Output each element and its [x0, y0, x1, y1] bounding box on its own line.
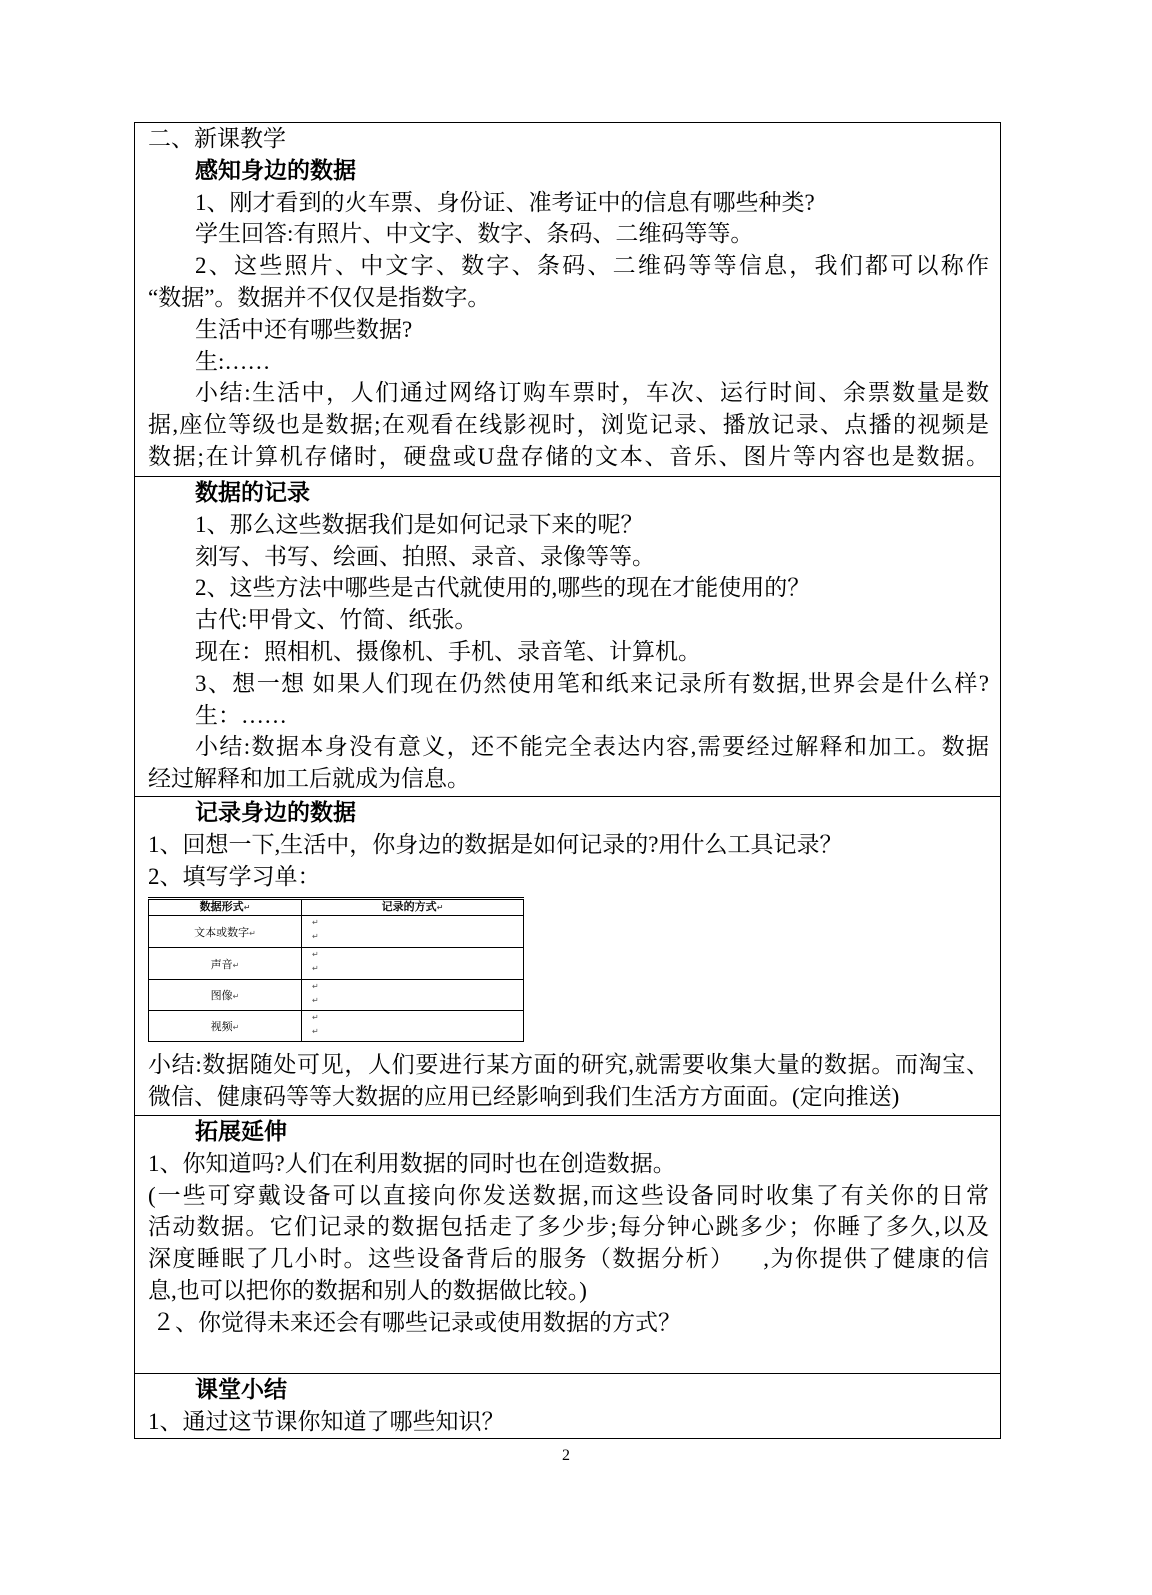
worksheet-method-cell[interactable]: [302, 916, 524, 948]
worksheet-method-cell[interactable]: [302, 980, 524, 1011]
heading-extension: 拓展延伸: [195, 1118, 287, 1144]
paragraph-mark-icon: ↵: [436, 903, 444, 913]
paragraph-mark-icon: ↵: [232, 1023, 240, 1033]
worksheet-form-cell: 声音↵: [149, 948, 302, 980]
summary-line: 微信、健康码等等大数据的应用已经影响到我们生活方方面面。(定向推送): [148, 1084, 900, 1110]
question-line: 1、回想一下,生活中，你身边的数据是如何记录的?用什么工具记录？: [148, 831, 843, 857]
question-line: 生活中还有哪些数据?: [195, 316, 413, 342]
question-line: 3、想一想 如果人们现在仍然使用笔和纸来记录所有数据,世界会是什么样?: [195, 670, 989, 696]
question-line: 1、刚才看到的火车票、身份证、准考证中的信息有哪些种类?: [195, 189, 815, 215]
summary-line: 数据;在计算机存储时，硬盘或U盘存储的文本、音乐、图片等内容也是数据。: [148, 443, 989, 469]
paragraph-mark-icon: ↵: [312, 982, 319, 992]
worksheet-header-row: [149, 899, 524, 916]
worksheet-header-form: 数据形式↵: [149, 899, 302, 916]
section-extension: [135, 1115, 1000, 1373]
heading-perceive-data: 感知身边的数据: [195, 156, 356, 183]
heading-class-summary: 课堂小结: [195, 1376, 287, 1402]
paragraph-mark-icon: ↵: [232, 960, 240, 970]
question-line: 1、那么这些数据我们是如何记录下来的呢？: [195, 511, 644, 537]
worksheet-row: [149, 916, 524, 948]
worksheet-method-cell[interactable]: [302, 1011, 524, 1042]
worksheet-row: [149, 980, 524, 1011]
answer-line: 古代:甲骨文、竹简、纸张。: [195, 607, 478, 633]
paragraph-mark-icon: ↵: [243, 903, 251, 913]
student-line: 生：……: [195, 702, 287, 728]
section-record-data: [135, 796, 1000, 1115]
page-number: 2: [562, 1447, 570, 1464]
lesson-plan-table: [134, 122, 1001, 1439]
answer-line: 现在：照相机、摄像机、手机、录音笔、计算机。: [195, 638, 701, 664]
question-line: ２、你觉得未来还会有哪些记录或使用数据的方式？: [152, 1309, 681, 1335]
student-line: 生:……: [195, 348, 271, 374]
paragraph-mark-icon: ↵: [312, 918, 319, 928]
summary-line: 经过解释和加工后就成为信息。: [148, 766, 470, 792]
paragraph-mark-icon: ↵: [312, 996, 319, 1006]
section-title: 二、新课教学: [148, 126, 286, 151]
instruction-line: 2、填写学习单：: [148, 863, 321, 889]
question-line: 1、通过这节课你知道了哪些知识？: [148, 1408, 505, 1434]
section-class-summary: [135, 1373, 1000, 1436]
section-data-recording: [135, 476, 1000, 796]
paragraph-mark-icon: ↵: [312, 964, 319, 974]
question-line: 2、这些方法中哪些是古代就使用的,哪些的现在才能使用的？: [195, 575, 811, 601]
paragraph-mark-icon: ↵: [312, 1027, 319, 1037]
paragraph-mark-icon: ↵: [312, 950, 319, 960]
summary-line: 小结:数据随处可见，人们要进行某方面的研究,就需要收集大量的数据。而淘宝、: [148, 1052, 989, 1078]
paragraph-mark-icon: ↵: [312, 1013, 319, 1023]
paragraph-line: “数据”。数据并不仅仅是指数字。: [148, 284, 491, 310]
question-line: 1、你知道吗?人们在利用数据的同时也在创造数据。: [148, 1150, 676, 1176]
paragraph-mark-icon: ↵: [249, 928, 256, 938]
worksheet-form-cell: 文本或数字↵: [149, 916, 302, 948]
paragraph-line: 深度睡眠了几小时。这些设备背后的服务（数据分析） ,为你提供了健康的信: [148, 1246, 989, 1272]
worksheet-row: [149, 1011, 524, 1042]
section-new-lesson: [135, 123, 1000, 476]
heading-data-recording: 数据的记录: [195, 479, 310, 505]
paragraph-mark-icon: ↵: [232, 992, 240, 1002]
worksheet-header-method: 记录的方式↵: [302, 899, 524, 916]
worksheet-table: [148, 897, 524, 1042]
worksheet-method-cell[interactable]: [302, 948, 524, 980]
paragraph-line: 活动数据。它们记录的数据包括走了多少步;每分钟心跳多少；你睡了多久,以及: [148, 1214, 989, 1240]
worksheet-form-cell: 图像↵: [149, 980, 302, 1011]
answer-line: 刻写、书写、绘画、拍照、录音、录像等等。: [195, 543, 655, 569]
answer-line: 学生回答:有照片、中文字、数字、条码、二维码等等。: [195, 221, 754, 247]
worksheet-form-cell: 视频↵: [149, 1011, 302, 1042]
paragraph-line: 2、这些照片、中文字、数字、条码、二维码等等信息，我们都可以称作: [195, 253, 989, 279]
summary-line: 小结:数据本身没有意义，还不能完全表达内容,需要经过解释和加工。数据: [195, 734, 989, 760]
worksheet-row: [149, 948, 524, 980]
summary-line: 据,座位等级也是数据;在观看在线影视时，浏览记录、播放记录、点播的视频是: [148, 412, 989, 438]
paragraph-line: 息,也可以把你的数据和别人的数据做比较。): [148, 1277, 587, 1303]
summary-line: 小结:生活中，人们通过网络订购车票时，车次、运行时间、余票数量是数: [195, 380, 989, 406]
paragraph-mark-icon: ↵: [312, 932, 319, 942]
paragraph-line: (一些可穿戴设备可以直接向你发送数据,而这些设备同时收集了有关你的日常: [148, 1182, 989, 1208]
heading-record-data: 记录身边的数据: [195, 799, 356, 825]
